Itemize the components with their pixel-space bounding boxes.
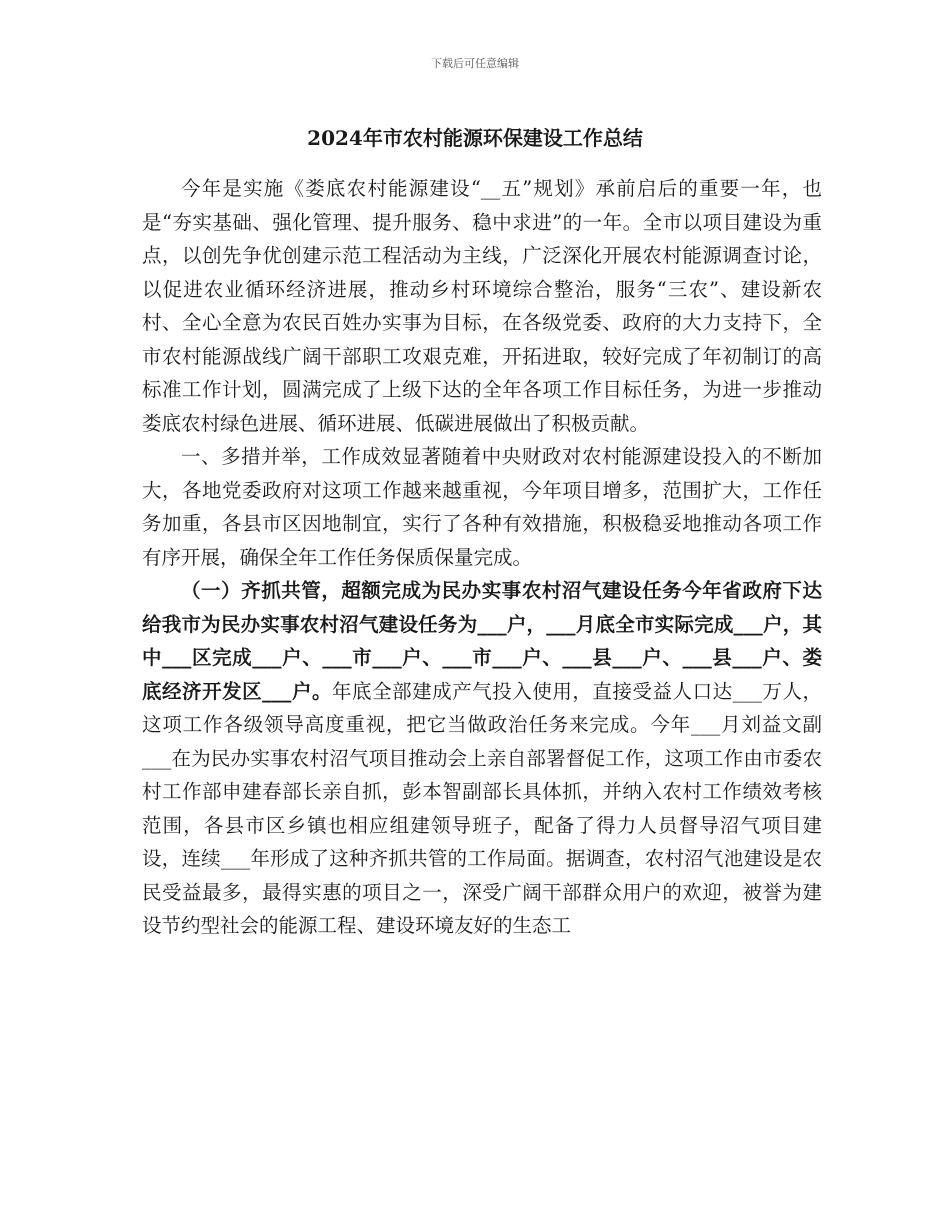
document-body — [142, 172, 822, 943]
paragraph-intro: 今年是实施《娄底农村能源建设“__五”规划》承前启后的重要一年，也是“夯实基础、强化管理、提升服务、稳中求进”的一年。全市以项目建设为重点，以创先争优创建示范工程活动为主线，广泛深化开展农村能源调查讨论，以促进农业循环经济进展，推动乡村环境综合整治，服务“三农”、建设新农村、全心全意为农民百姓办实事为目标，在各级党委、政府的大力支持下，全市农村能源战线广阔干部职工攻艰克难，开拓进取，较好完成了年初制订的高标准工作计划，圆满完成了上级下达的全年各项工作目标任务，为进一步推动娄底农村绿色进展、循环进展、低碳进展做出了积极贡献。 — [142, 177, 822, 435]
subsection-text: 年底全部建成产气投入使用，直接受益人口达___万人，这项工作各级领导高度重视，把它当做政治任务来完成。今年___月刘益文副___在为民办实事农村沼气项目推动会上亲自部署督促工作，这项工作由市委农村工作部申建春部长亲自抓，彭本智副部长具体抓，并纳入农村工作绩效考核范围，各县市区乡镇也相应组建领导班子，配备了得力人员督导沼气项目建设，连续___年形成了这种齐抓共管的工作局面。据调查，农村沼气池建设是农民受益最多，最得实惠的项目之一，深受广阔干部群众用户的欢迎，被誉为建设节约型社会的能源工程、建设环境友好的生态工 — [142, 679, 822, 937]
paragraph-subsection-one — [142, 574, 822, 943]
subsection-heading: （一）齐抓共管，超额完成为民办实事农村沼气建设任务今年省政府下达给我市为民办实事农村沼气建设任务为___户，___月底全市实际完成___户，其中___区完成___户、___市___户、___市___户、___县___户、___县___户、娄底经济开发区___户。 — [142, 579, 822, 703]
header-note: 下载后可任意编辑 — [431, 57, 519, 70]
document-title: 2024年市农村能源环保建设工作总结 — [307, 126, 643, 150]
paragraph-section-one: 一、多措并举，工作成效显著随着中央财政对农村能源建设投入的不断加大，各地党委政府对这项工作越来越重视，今年项目增多，范围扩大，工作任务加重，各县市区因地制宜，实行了各种有效措施，积极稳妥地推动各项工作有序开展，确保全年工作任务保质保量完成。 — [142, 445, 822, 569]
